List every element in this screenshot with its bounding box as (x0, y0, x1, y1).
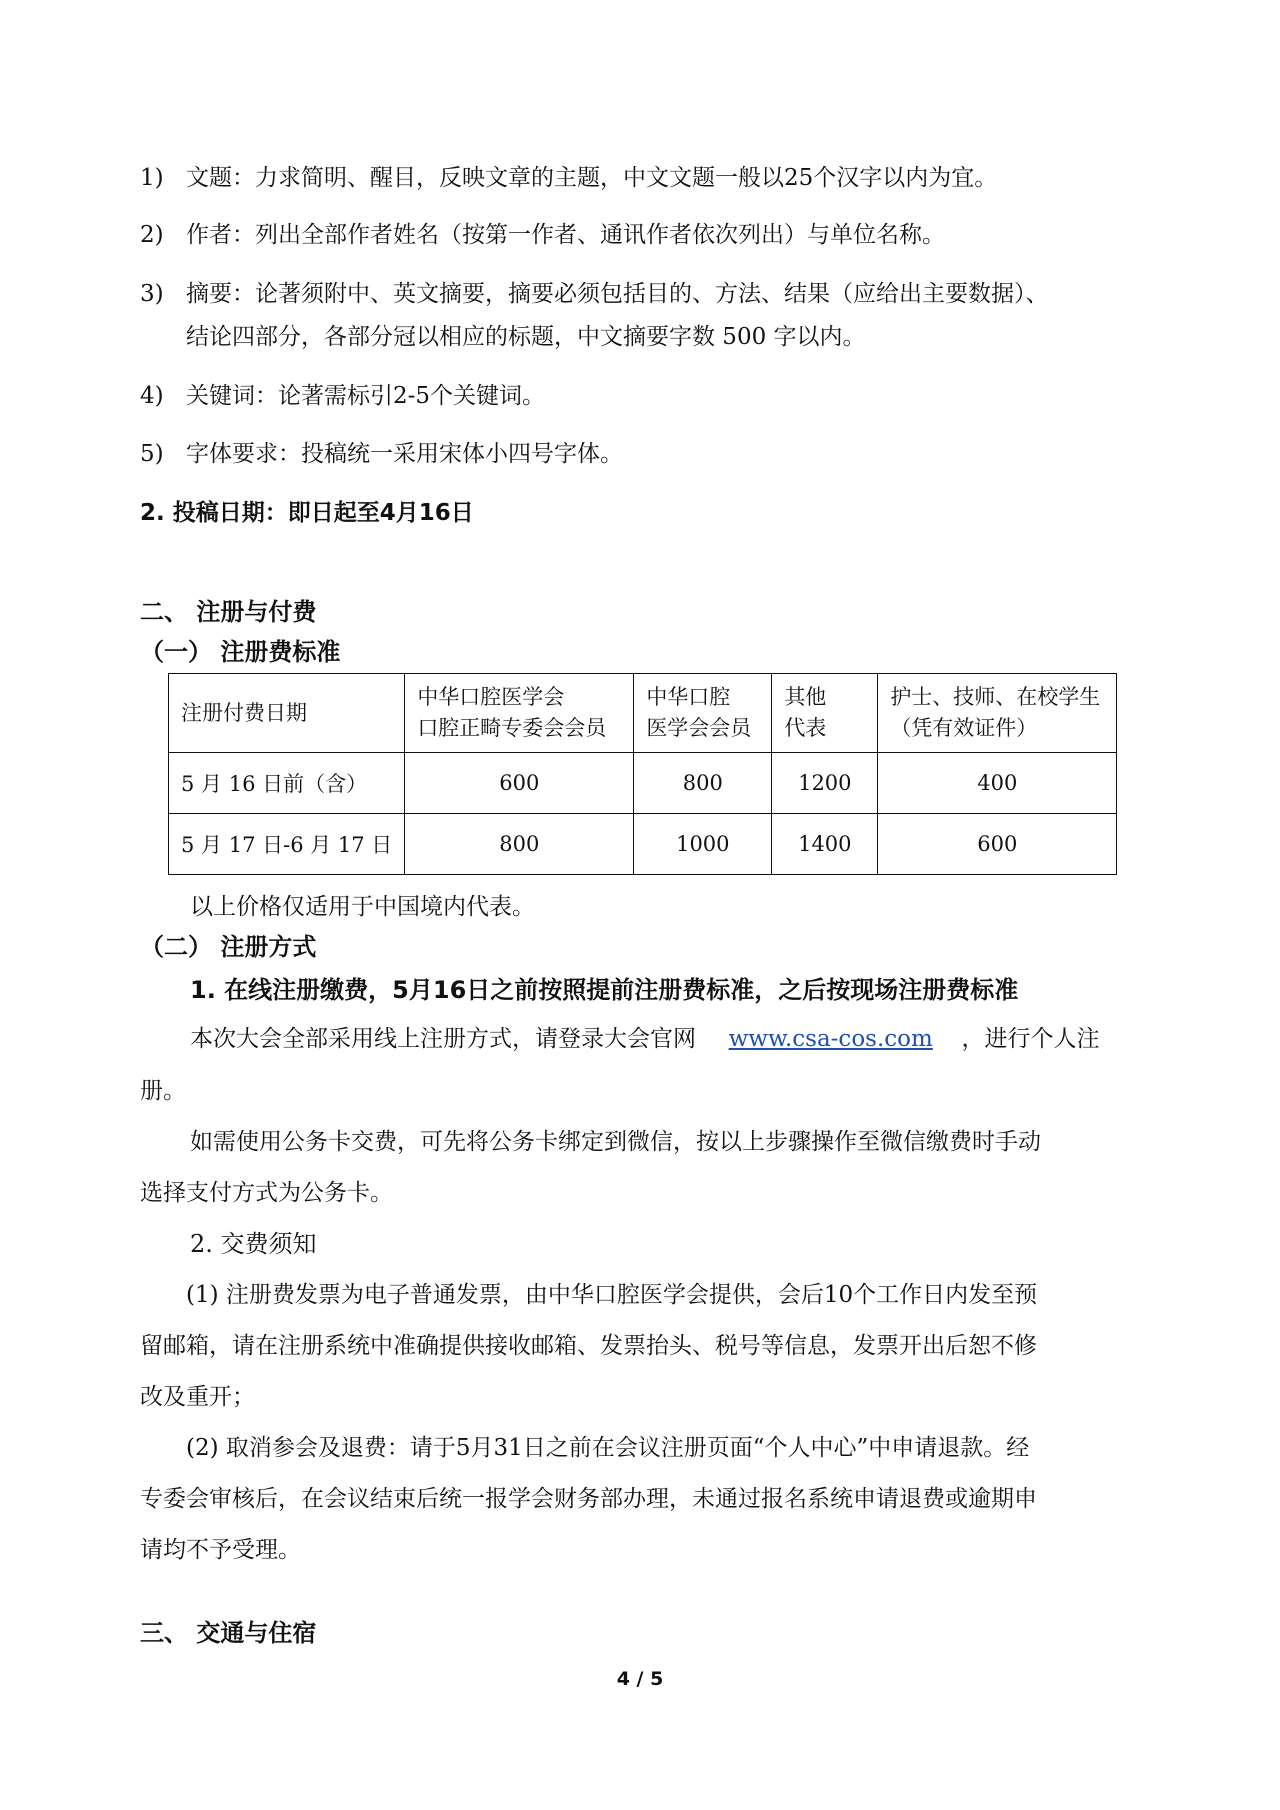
subsection-heading: （一） 注册费标准 (140, 638, 341, 666)
step-heading: 2. 交费须知 (190, 1230, 317, 1258)
item-number: 2) (140, 222, 164, 248)
table-cell: 1200 (772, 753, 878, 814)
paragraph-line (190, 1023, 1099, 1055)
page-number: 4 / 5 (616, 1668, 664, 1690)
table-cell: 400 (878, 753, 1117, 814)
table-cell: 600 (405, 753, 634, 814)
paragraph-text: 本次大会全部采用线上注册方式，请登录大会官网 (190, 1026, 696, 1052)
paragraph-line: 如需使用公务卡交费，可先将公务卡绑定到微信，按以上步骤操作至微信缴费时手动 (190, 1129, 1041, 1155)
paragraph-line: 选择支付方式为公务卡。 (140, 1180, 393, 1206)
item-number: 3) (140, 281, 164, 307)
submission-deadline: 2. 投稿日期：即日起至4月16日 (140, 500, 474, 526)
item-text: 文题：力求简明、醒目，反映文章的主题，中文文题一般以25个汉字以内为宜。 (186, 165, 998, 191)
paragraph-line: 改及重开； (140, 1384, 255, 1410)
official-website-link[interactable]: www.csa-cos.com (728, 1026, 933, 1052)
paragraph-line: 请均不予受理。 (140, 1537, 301, 1563)
item-number: 1) (140, 165, 164, 191)
paragraph-line: 册。 (140, 1078, 186, 1104)
subsection-heading: （二） 注册方式 (140, 933, 317, 961)
table-cell: 5 月 16 日前（含） (169, 753, 405, 814)
item-number: 4) (140, 383, 164, 409)
paragraph-text: ，进行个人注 (961, 1026, 1100, 1052)
table-note: 以上价格仅适用于中国境内代表。 (190, 894, 535, 920)
item-text: 关键词：论著需标引2-5个关键词。 (186, 383, 546, 409)
item-text: 作者：列出全部作者姓名（按第一作者、通讯作者依次列出）与单位名称。 (186, 222, 945, 248)
paragraph-line: 留邮箱，请在注册系统中准确提供接收邮箱、发票抬头、税号等信息，发票开出后恕不修 (140, 1333, 1037, 1359)
section-heading: 二、 注册与付费 (140, 598, 317, 626)
table-cell: 1400 (772, 814, 878, 875)
item-text: 字体要求：投稿统一采用宋体小四号字体。 (186, 441, 623, 467)
paragraph-line: 专委会审核后，在会议结束后统一报学会财务部办理，未通过报名系统申请退费或逾期申 (140, 1486, 1037, 1512)
table-cell: 800 (405, 814, 634, 875)
item-text: 结论四部分，各部分冠以相应的标题，中文摘要字数 500 字以内。 (186, 324, 866, 350)
table-row (169, 753, 1117, 814)
paragraph-line: (1) 注册费发票为电子普通发票，由中华口腔医学会提供，会后10个工作日内发至预 (186, 1282, 1038, 1308)
table-cell: 5 月 17 日-6 月 17 日 (169, 814, 405, 875)
table-cell: 1000 (634, 814, 772, 875)
fee-table (168, 673, 1117, 875)
paragraph-line: (2) 取消参会及退费：请于5月31日之前在会议注册页面“个人中心”中申请退款。经 (186, 1435, 1030, 1461)
table-cell: 800 (634, 753, 772, 814)
table-header-row (169, 674, 1117, 753)
table-header-cell: 注册付费日期 (169, 674, 405, 753)
table-header-cell: 中华口腔医学会 口腔正畸专委会会员 (405, 674, 634, 753)
table-cell: 600 (878, 814, 1117, 875)
table-header-cell: 中华口腔 医学会会员 (634, 674, 772, 753)
item-number: 5) (140, 441, 164, 467)
section-heading: 三、 交通与住宿 (140, 1619, 317, 1647)
item-text: 摘要：论著须附中、英文摘要，摘要必须包括目的、方法、结果（应给出主要数据）、 (186, 281, 1049, 307)
step-heading: 1. 在线注册缴费，5月16日之前按照提前注册费标准，之后按现场注册费标准 (190, 976, 1019, 1004)
table-row (169, 814, 1117, 875)
table-header-cell: 其他 代表 (772, 674, 878, 753)
table-header-cell: 护士、技师、在校学生 （凭有效证件） (878, 674, 1117, 753)
